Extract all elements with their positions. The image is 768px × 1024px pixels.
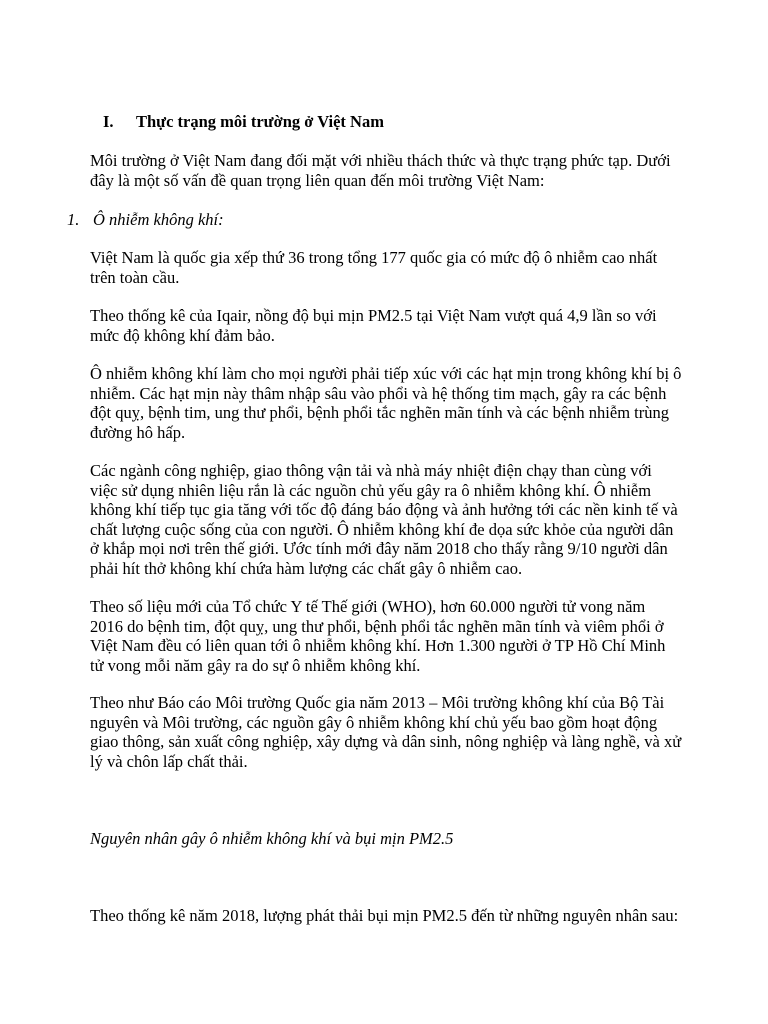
paragraph-ranking xyxy=(90,248,690,287)
paragraph-who xyxy=(90,597,690,675)
list-number: 1. xyxy=(67,210,80,229)
list-label: Ô nhiễm không khí: xyxy=(93,210,224,229)
text-line: lý và chôn lấp chất thải. xyxy=(90,751,248,771)
text-line: nhiễm. Các hạt mịn này thâm nhập sâu vào phổi và hệ thống tim mạch, gây ra các bệnh xyxy=(90,383,667,403)
section-heading xyxy=(103,112,384,132)
text-line: chất lượng cuộc sống của con người. Ô nhiễm không khí đe dọa sức khỏe của người dân xyxy=(90,519,674,539)
paragraph-sources xyxy=(90,461,690,578)
paragraph-statistics-2018 xyxy=(90,906,690,926)
paragraph-report-2013 xyxy=(90,693,690,771)
text-line: Theo số liệu mới của Tổ chức Y tế Thế giới (WHO), hơn 60.000 người tử vong năm xyxy=(90,597,646,616)
subheading-causes: Nguyên nhân gây ô nhiễm không khí và bụi mịn PM2.5 xyxy=(90,829,454,848)
paragraph-iqair xyxy=(90,306,690,345)
text-line: Theo thống kê của Iqair, nồng độ bụi mịn PM2.5 tại Việt Nam vượt quá 4,9 lần so với xyxy=(90,306,657,325)
paragraph-health-effects xyxy=(90,364,690,442)
text-line: Theo thống kê năm 2018, lượng phát thải bụi mịn PM2.5 đến từ những nguyên nhân sau: xyxy=(90,906,679,925)
text-line: Việt Nam là quốc gia xếp thứ 36 trong tổng 177 quốc gia có mức độ ô nhiễm cao nhất xyxy=(90,248,658,267)
text-line: đường hô hấp. xyxy=(90,422,186,442)
text-line: Môi trường ở Việt Nam đang đối mặt với nhiều thách thức và thực trạng phức tạp. Dưới xyxy=(90,151,671,170)
section-number: I. xyxy=(103,112,114,131)
text-line: Các ngành công nghiệp, giao thông vận tải và nhà máy nhiệt điện chạy than cùng với xyxy=(90,461,652,480)
text-line: tử vong mỗi năm gây ra do sự ô nhiễm không khí. xyxy=(90,655,421,675)
text-line: giao thông, sản xuất công nghiệp, xây dựng và dân sinh, nông nghiệp và làng nghề, và xử xyxy=(90,732,682,751)
text-line: Theo như Báo cáo Môi trường Quốc gia năm 2013 – Môi trường không khí của Bộ Tài xyxy=(90,693,665,712)
text-line: ở khắp mọi nơi trên thế giới. Ước tính mới đây năm 2018 cho thấy rằng 9/10 người dân xyxy=(90,539,668,558)
text-line: Việt Nam đều có liên quan tới ô nhiễm không khí. Hơn 1.300 người ở TP Hồ Chí Minh xyxy=(90,636,666,655)
text-line: nguyên và Môi trường, các nguồn gây ô nhiễm không khí chủ yếu bao gồm hoạt động xyxy=(90,712,658,732)
text-line: phải hít thở không khí chứa hàm lượng các chất gây ô nhiễm cao. xyxy=(90,558,523,578)
text-line: Ô nhiễm không khí làm cho mọi người phải tiếp xúc với các hạt mịn trong không khí bị ô xyxy=(90,364,682,383)
text-line: không khí tiếp tục gia tăng với tốc độ đáng báo động và ảnh hưởng tới các nền kinh tế và xyxy=(90,500,678,519)
intro-paragraph xyxy=(90,151,690,190)
text-line: đây là một số vấn đề quan trọng liên quan đến môi trường Việt Nam: xyxy=(90,170,545,190)
text-line: việc sử dụng nhiên liệu rắn là các nguồn chủ yếu gây ra ô nhiễm không khí. Ô nhiễm xyxy=(90,480,652,500)
text-line: trên toàn cầu. xyxy=(90,267,180,287)
section-title: Thực trạng môi trường ở Việt Nam xyxy=(136,112,384,131)
text-line: đột quỵ, bệnh tim, ung thư phổi, bệnh phổi tắc nghẽn mãn tính và các bệnh nhiễm trùng xyxy=(90,403,669,422)
list-item-air-pollution xyxy=(67,210,224,230)
text-line: mức độ không khí đảm bảo. xyxy=(90,325,275,345)
text-line: 2016 do bệnh tim, đột quỵ, ung thư phổi, bệnh phổi tắc nghẽn mãn tính và viêm phổi ở xyxy=(90,616,664,636)
